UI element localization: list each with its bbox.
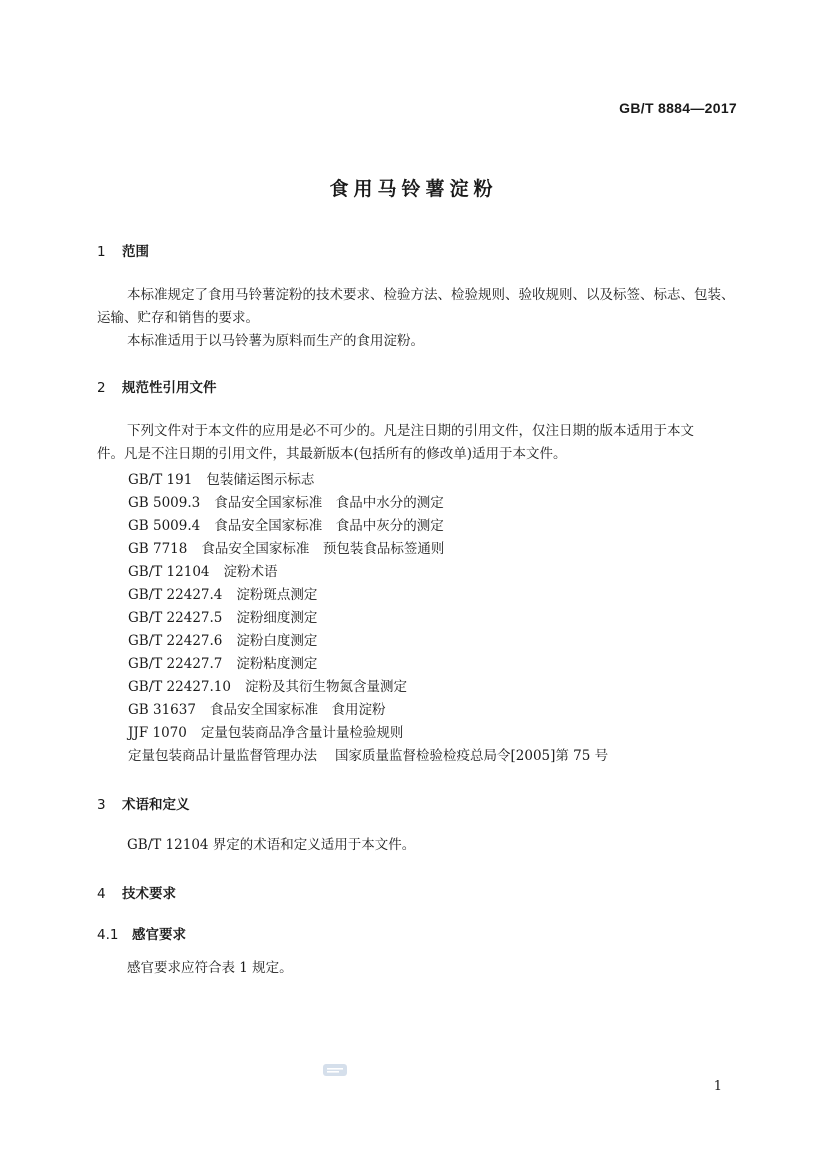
reference-code: GB/T 22427.10 [128, 679, 231, 695]
reference-code: 定量包装商品计量监督管理办法 [128, 748, 317, 764]
reference-title: 淀粉白度测定 [236, 633, 318, 649]
page-number: 1 [713, 1079, 722, 1094]
watermark-logo [322, 1062, 348, 1078]
section-number: 4 [97, 886, 106, 902]
reference-code: GB/T 22427.6 [128, 633, 223, 649]
section-title: 范围 [122, 244, 149, 260]
reference-title: 淀粉术语 [223, 564, 278, 580]
reference-title: 食品安全国家标准 食用淀粉 [209, 702, 386, 718]
reference-item [128, 468, 314, 488]
paragraph: 感官要求应符合表 1 规定。 [127, 960, 293, 976]
document-title: 食用马铃薯淀粉 [329, 178, 498, 200]
paragraph: GB/T 12104 界定的术语和定义适用于本文件。 [127, 837, 416, 853]
reference-code: GB/T 22427.5 [128, 610, 223, 626]
reference-title: 国家质量监督检验检疫总局令[2005]第 75 号 [335, 748, 609, 764]
section-title: 技术要求 [122, 886, 176, 902]
section-heading-technical-requirements [97, 882, 176, 902]
section-number: 3 [97, 797, 106, 813]
section-number: 1 [97, 244, 106, 260]
subsection-heading-sensory [97, 923, 186, 943]
section-heading-normative-references [97, 376, 217, 396]
subsection-title: 感官要求 [132, 927, 186, 943]
reference-code: GB 31637 [128, 702, 196, 718]
reference-item [128, 491, 444, 511]
reference-item [128, 560, 278, 580]
reference-title: 淀粉细度测定 [236, 610, 318, 626]
reference-title: 定量包装商品净含量计量检验规则 [200, 725, 404, 741]
reference-item [128, 744, 608, 764]
reference-code: GB 5009.4 [128, 518, 201, 534]
paragraph: 本标准规定了食用马铃薯淀粉的技术要求、检验方法、检验规则、验收规则、以及标签、标志、包装、 [127, 287, 735, 303]
reference-title: 包装储运图示标志 [206, 472, 315, 488]
reference-item [128, 583, 317, 603]
reference-title: 淀粉及其衍生物氮含量测定 [244, 679, 407, 695]
reference-code: GB/T 22427.4 [128, 587, 223, 603]
reference-code: GB 7718 [128, 541, 188, 557]
standard-code: GB/T 8884—2017 [619, 100, 737, 116]
reference-item [128, 629, 317, 649]
section-heading-terms [97, 793, 190, 813]
reference-item [128, 514, 444, 534]
reference-title: 食品安全国家标准 食品中灰分的测定 [214, 518, 444, 534]
reference-item [128, 606, 317, 626]
reference-item [128, 721, 403, 741]
reference-code: GB 5009.3 [128, 495, 201, 511]
paragraph: 下列文件对于本文件的应用是必不可少的。凡是注日期的引用文件，仅注日期的版本适用于本文 [127, 423, 694, 439]
paragraph: 件。凡是不注日期的引用文件，其最新版本(包括所有的修改单)适用于本文件。 [97, 446, 567, 462]
reference-item [128, 675, 407, 695]
section-title: 术语和定义 [122, 797, 190, 813]
reference-code: GB/T 191 [128, 472, 193, 488]
section-title: 规范性引用文件 [122, 380, 217, 396]
reference-item [128, 698, 385, 718]
section-heading-scope [97, 240, 149, 260]
reference-title: 食品安全国家标准 食品中水分的测定 [214, 495, 444, 511]
reference-title: 淀粉斑点测定 [236, 587, 318, 603]
reference-code: JJF 1070 [128, 725, 187, 741]
paragraph: 运输、贮存和销售的要求。 [97, 310, 259, 326]
reference-title: 淀粉粘度测定 [236, 656, 318, 672]
reference-code: GB/T 12104 [128, 564, 210, 580]
reference-item [128, 537, 444, 557]
paragraph: 本标准适用于以马铃薯为原料而生产的食用淀粉。 [127, 333, 424, 349]
reference-code: GB/T 22427.7 [128, 656, 223, 672]
reference-title: 食品安全国家标准 预包装食品标签通则 [201, 541, 445, 557]
section-number: 2 [97, 380, 106, 396]
subsection-number: 4.1 [97, 927, 119, 943]
reference-item [128, 652, 317, 672]
